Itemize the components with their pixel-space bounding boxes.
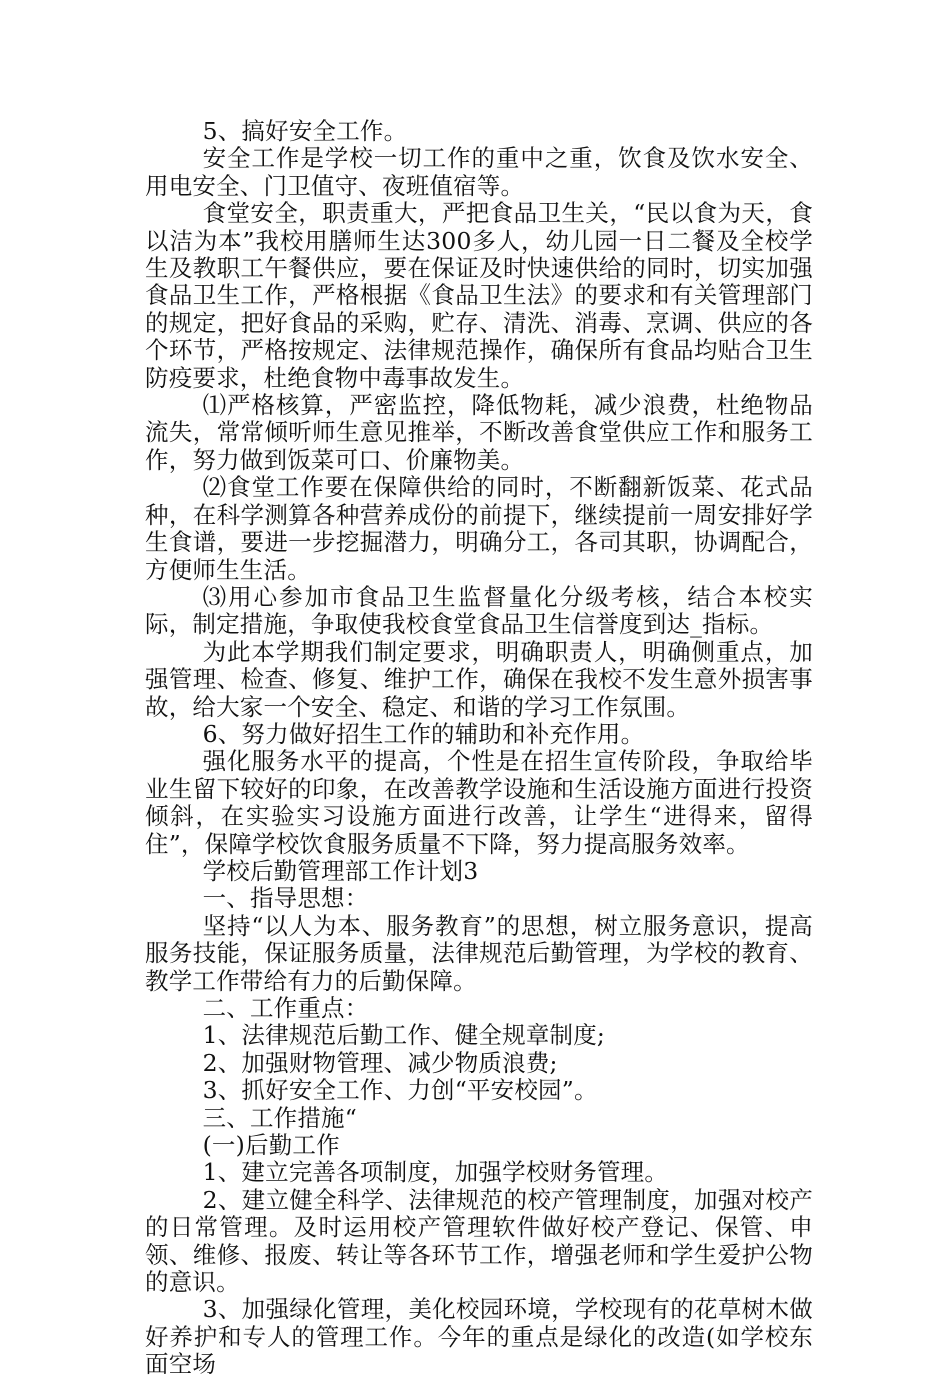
subheading-logistics: (一)后勤工作 <box>202 1131 340 1160</box>
list-item-canteen-3: ⑶用心参加市食品卫生监督量化分级考核，结合本校实际，制定措施，争取使我校食堂食品卫生信誉度到达_指标。 <box>145 582 813 639</box>
document-body <box>145 118 813 1379</box>
list-item-measure-2: 2、建立健全科学、法律规范的校产管理制度，加强对校产的日常管理。及时运用校产管理软件做好校产登记、保管、申领、维修、报废、转让等各环节工作，增强老师和学生爱护公物的意识。 <box>145 1185 813 1297</box>
list-item-focus-1: 1、法律规范后勤工作、健全规章制度; <box>202 1021 606 1050</box>
heading-work-focus: 二、工作重点： <box>202 994 369 1022</box>
section-heading-safety: 5、搞好安全工作。 <box>202 117 408 145</box>
paragraph-canteen-safety: 食堂安全，职责重大，严把食品卫生关，“民以食为天，食以洁为本”我校用膳师生达300多人，幼儿园一日二餐及全校学生及教职工午餐供应，要在保证及时快速供给的同时，切实加强食品卫生工作，严格根据《食品卫生法》的要求和有关管理部门的规定，把好食品的采购，贮存、清洗、消毒、烹调、供应的各个环节，严格按规定、法律规范操作，确保所有食品均贴合卫生防疫要求，杜绝食物中毒事故发生。 <box>145 199 813 392</box>
list-item-measure-3: 3、加强绿化管理，美化校园环境，学校现有的花草树木做好养护和专人的管理工作。今年的重点是绿化的改造(如学校东面空场 <box>145 1295 813 1379</box>
paragraph-safety-intro: 安全工作是学校一切工作的重中之重，饮食及饮水安全、用电安全、门卫值守、夜班值宿等。 <box>145 144 813 200</box>
list-item-canteen-1: ⑴严格核算，严密监控，降低物耗，减少浪费，杜绝物品流失，常常倾听师生意见推举，不断改善食堂供应工作和服务工作，努力做到饭菜可口、价廉物美。 <box>145 391 813 474</box>
plan-title: 学校后勤管理部工作计划3 <box>202 856 479 885</box>
list-item-focus-2: 2、加强财物管理、减少物质浪费; <box>202 1048 558 1077</box>
paragraph-responsibility: 为此本学期我们制定要求，明确职责人，明确侧重点，加强管理、检查、修复、维护工作，确保在我校不发生意外损害事故，给大家一个安全、稳定、和谐的学习工作氛围。 <box>145 637 813 721</box>
paragraph-enrollment: 强化服务水平的提高，个性是在招生宣传阶段，争取给毕业生留下较好的印象，在改善教学设施和生活设施方面进行投资倾斜，在实验实习设施方面进行改善，让学生“进得来，留得住”，保障学校饮食服务质量不下降，努力提高服务效率。 <box>145 747 813 858</box>
heading-guiding-ideology: 一、指导思想： <box>202 884 369 913</box>
section-heading-enrollment: 6、努力做好招生工作的辅助和补充作用。 <box>202 719 645 748</box>
paragraph-guiding-ideology: 坚持“以人为本、服务教育”的思想，树立服务意识，提高服务技能，保证服务质量，法律规范后勤管理，为学校的教育、教学工作带给有力的后勤保障。 <box>145 911 813 995</box>
list-item-canteen-2: ⑵食堂工作要在保障供给的同时，不断翻新饭菜、花式品种，在科学测算各种营养成份的前提下，继续提前一周安排好学生食谱，要进一步挖掘潜力，明确分工，各司其职，协调配合，方便师生生活。 <box>145 473 813 584</box>
list-item-measure-1: 1、建立完善各项制度，加强学校财务管理。 <box>202 1158 669 1187</box>
heading-work-measures: 三、工作措施“ <box>202 1103 357 1132</box>
list-item-focus-3: 3、抓好安全工作、力创“平安校园”。 <box>202 1076 598 1105</box>
